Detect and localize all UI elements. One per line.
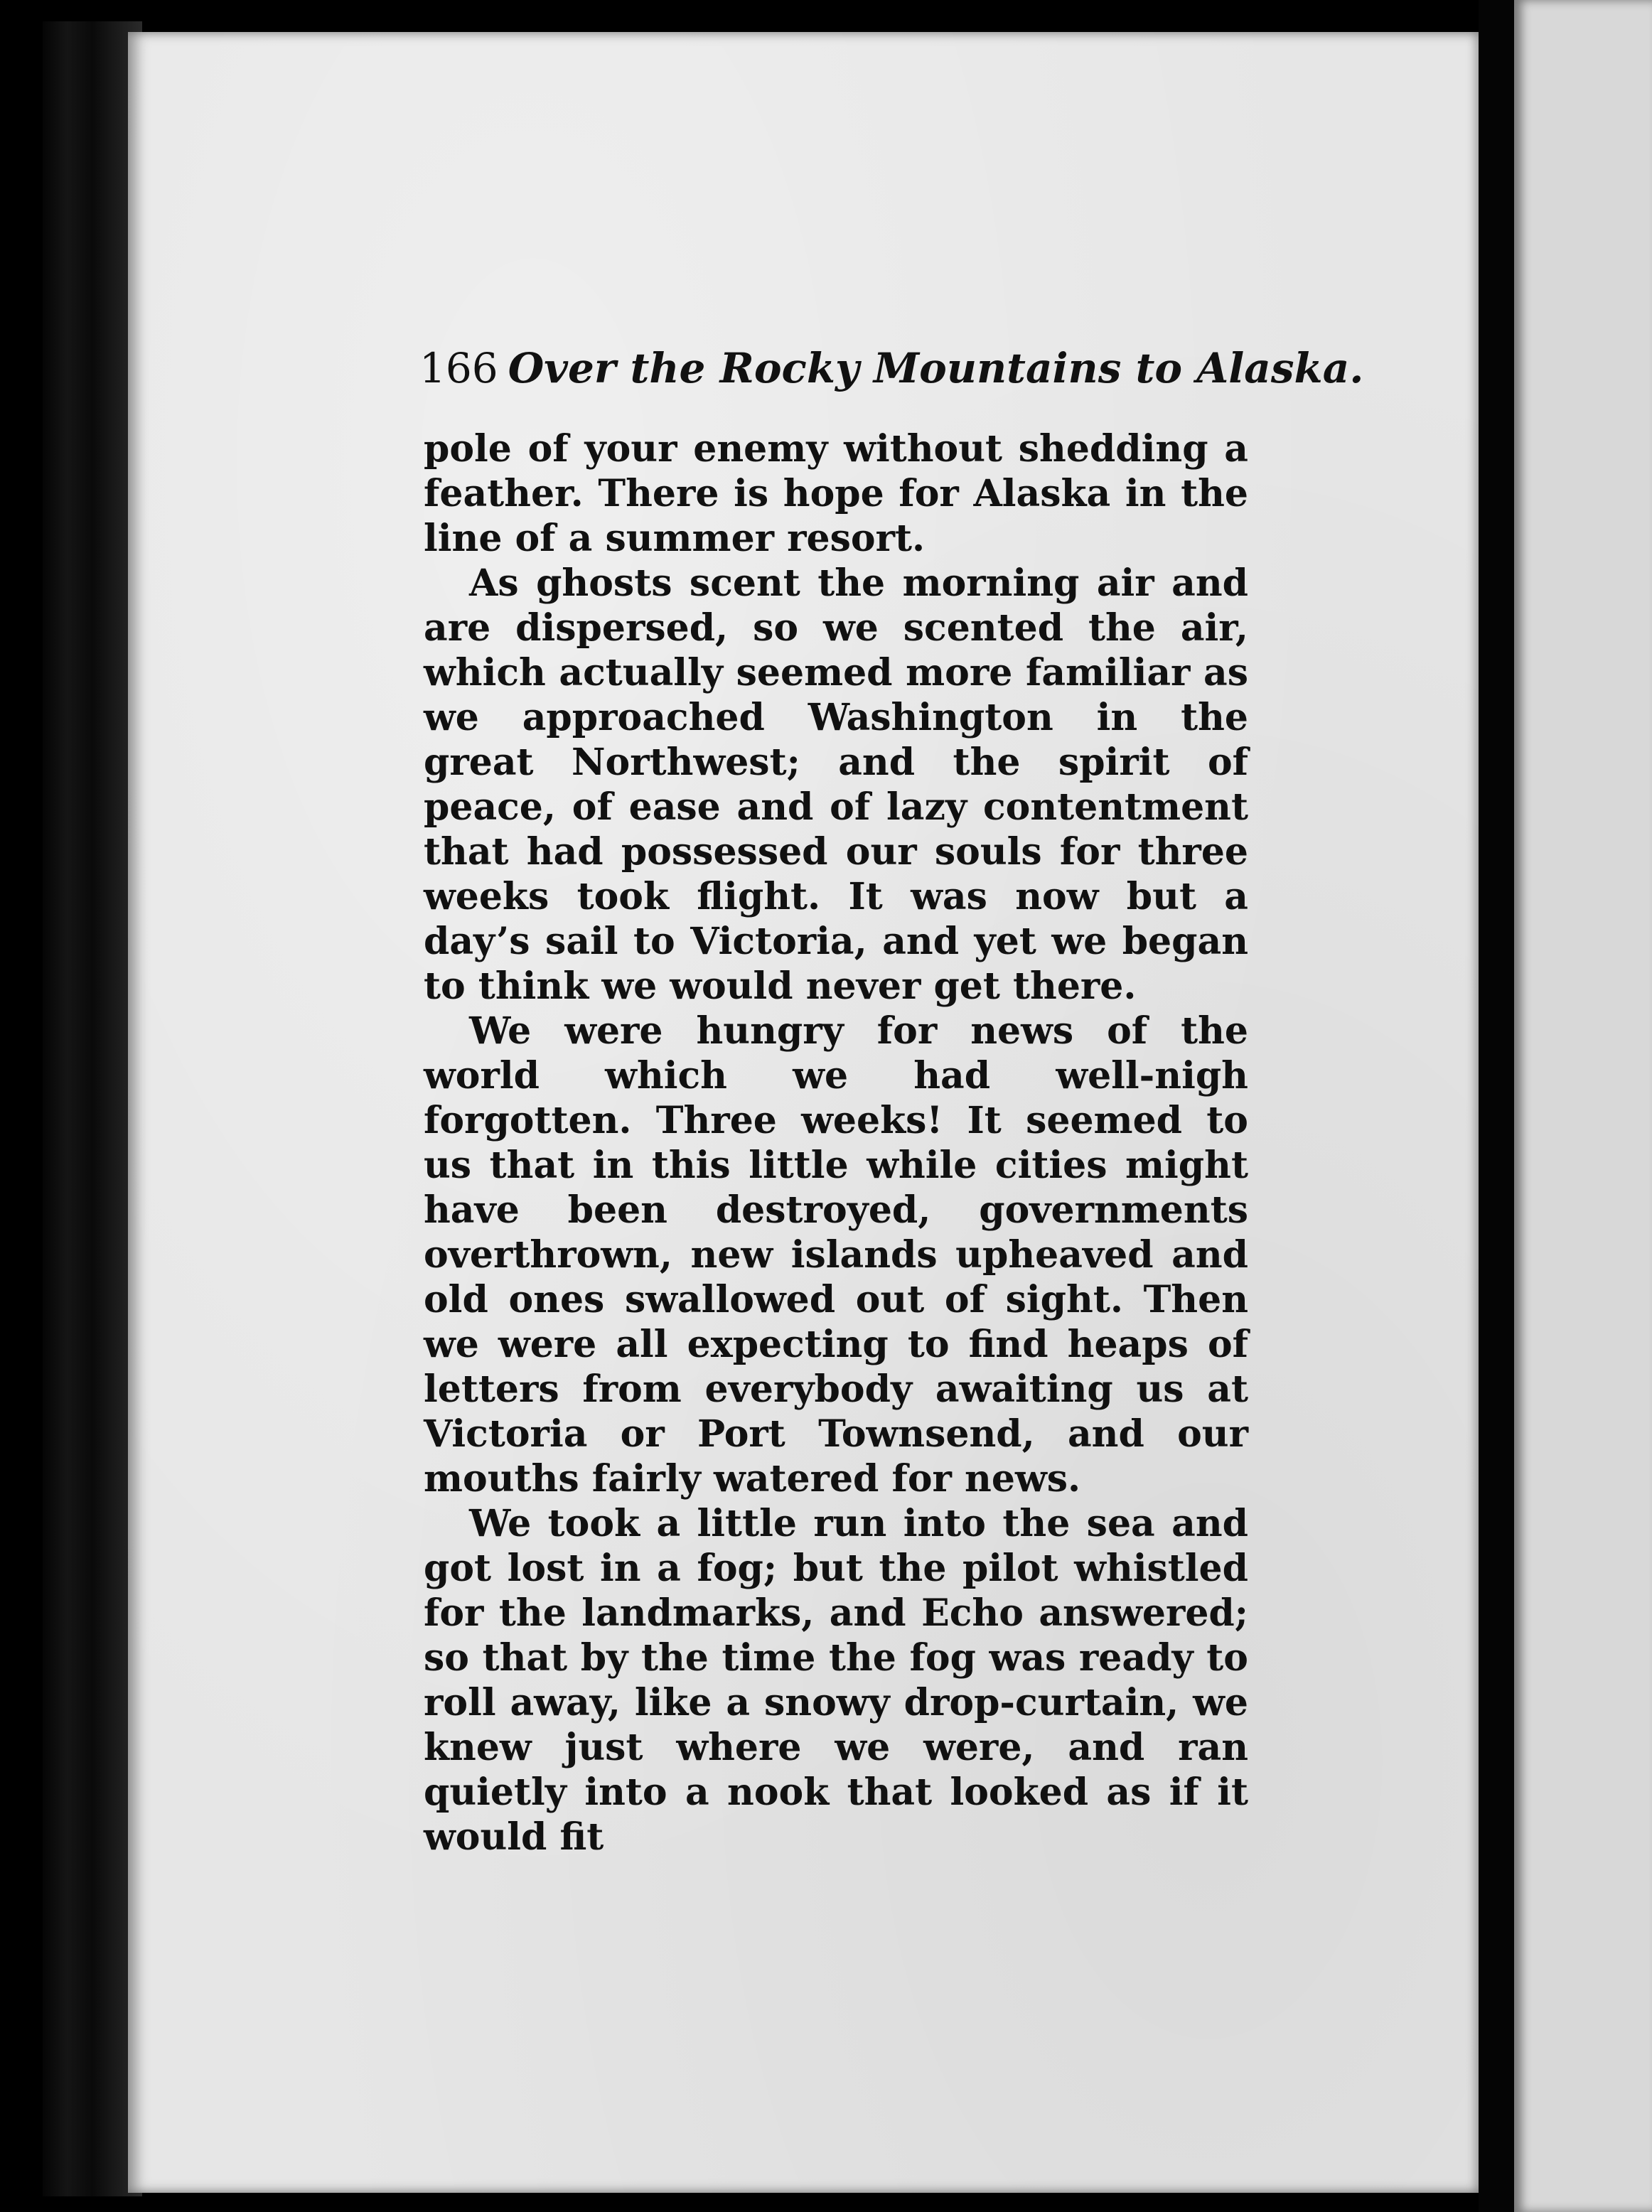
facing-page-edge: [1514, 0, 1652, 2212]
paragraph-4: We took a little run into the sea and got lost in a fog; but the pilot whistled for the landmarks, and Echo answered; so that by the time the fog was ready to roll away, like a snowy drop-curtain, we knew just where we were, and ran quietly into a nook that looked as if it would fit: [424, 1502, 1248, 1859]
page-number: 166: [419, 344, 498, 392]
book-gutter: [1479, 0, 1514, 2212]
paragraph-2: As ghosts scent the morning air and are dispersed, so we scented the air, which actually seemed more familiar as we approached Washington in the great Northwest; and the spirit of peace, of ease and of lazy contentment that had possessed our souls for three weeks took flight. It was now but a day’s sail to Victoria, and yet we began to think we would never get there.: [424, 562, 1248, 1008]
running-title: Over the Rocky Mountains to Alaska.: [508, 344, 1364, 392]
book-edge: [43, 21, 142, 2196]
page-body: [424, 426, 1248, 1859]
page-header: [419, 340, 1364, 397]
paragraph-3: We were hungry for news of the world which we had well-nigh forgotten. Three weeks! It seemed to us that in this little while cities might have been destroyed, governments overthrown, new islands upheaved and old ones swallowed out of sight. Then we were all expecting to find heaps of letters from everybody awaiting us at Victoria or Port Townsend, and our mouths fairly watered for news.: [424, 1009, 1248, 1500]
paragraph-1: pole of your enemy without shedding a feather. There is hope for Alaska in the line of a summer resort.: [424, 427, 1248, 560]
